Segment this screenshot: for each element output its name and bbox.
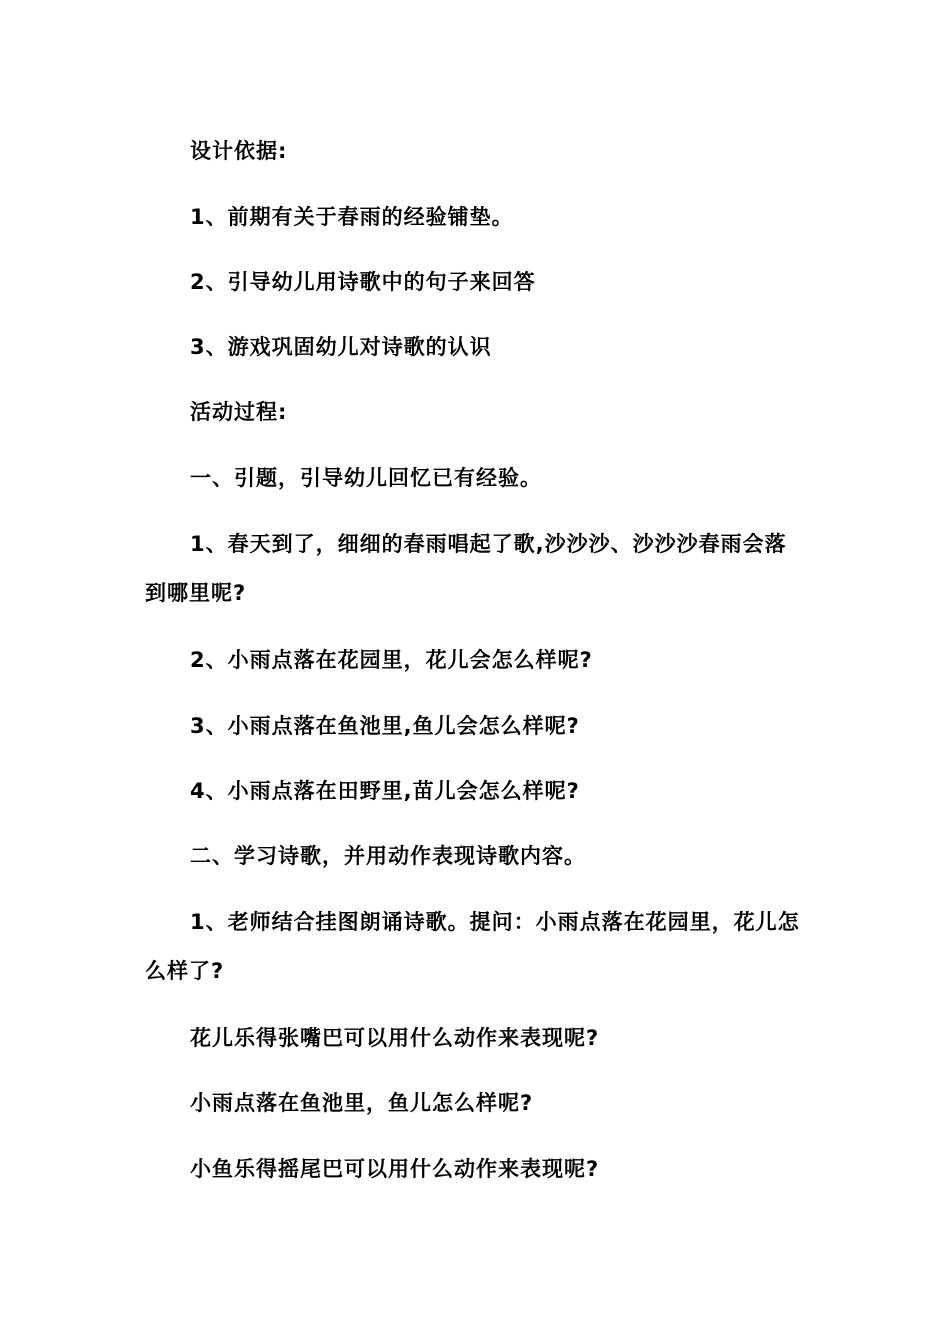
paragraph-flowers-question: 花儿乐得张嘴巴可以用什么动作来表现呢? (190, 1026, 600, 1050)
paragraph-teacher-line-1: 1、老师结合挂图朗诵诗歌。提问：小雨点落在花园里，花儿怎 (190, 910, 800, 934)
paragraph-basis-1: 1、前期有关于春雨的经验铺垫。 (190, 205, 514, 229)
paragraph-step-1-line-1: 1、春天到了，细细的春雨唱起了歌,沙沙沙、沙沙沙春雨会落 (190, 532, 787, 556)
paragraph-step-3: 3、小雨点落在鱼池里,鱼儿会怎么样呢? (190, 714, 580, 738)
paragraph-teacher-line-2: 么样了? (145, 959, 225, 983)
section-heading-2: 二、学习诗歌，并用动作表现诗歌内容。 (190, 844, 586, 868)
heading-activity-process: 活动过程: (190, 400, 288, 424)
paragraph-fish-pond-question: 小雨点落在鱼池里，鱼儿怎么样呢? (190, 1091, 534, 1115)
paragraph-fish-question: 小鱼乐得摇尾巴可以用什么动作来表现呢? (190, 1157, 600, 1181)
paragraph-basis-2: 2、引导幼儿用诗歌中的句子来回答 (190, 270, 536, 294)
paragraph-step-2: 2、小雨点落在花园里，花儿会怎么样呢? (190, 648, 593, 672)
paragraph-step-4: 4、小雨点落在田野里,苗儿会怎么样呢? (190, 779, 580, 803)
section-heading-1: 一、引题，引导幼儿回忆已有经验。 (190, 466, 542, 490)
paragraph-basis-3: 3、游戏巩固幼儿对诗歌的认识 (190, 335, 492, 359)
paragraph-step-1-line-2: 到哪里呢? (145, 581, 247, 605)
heading-design-basis: 设计依据: (190, 139, 288, 163)
